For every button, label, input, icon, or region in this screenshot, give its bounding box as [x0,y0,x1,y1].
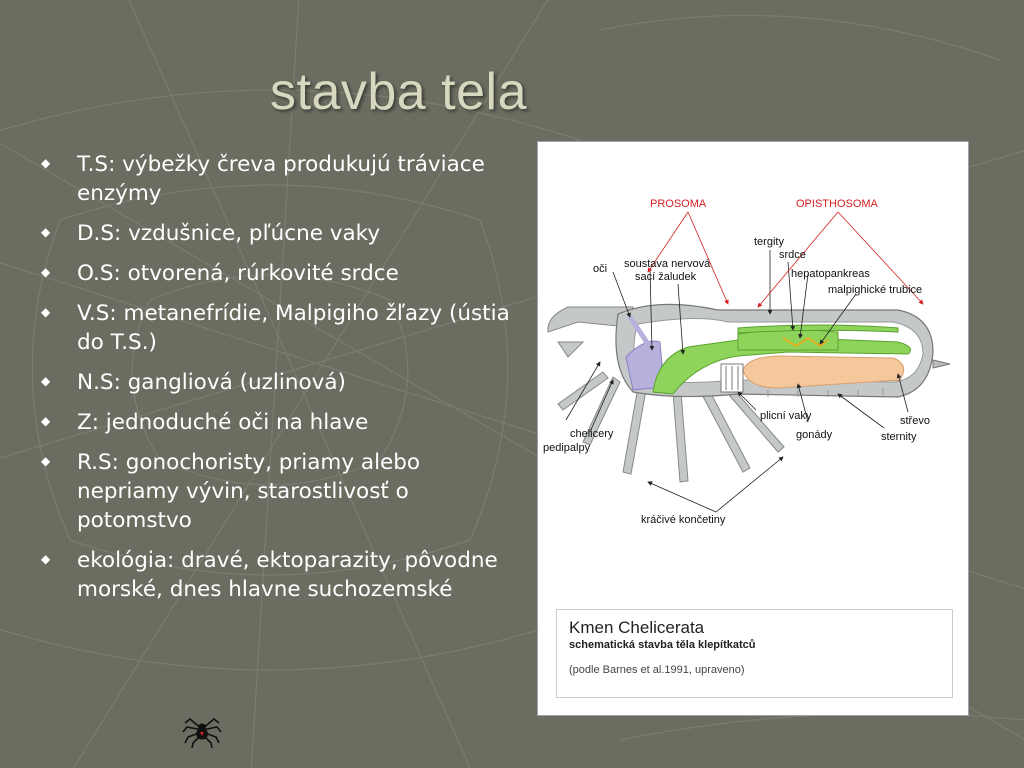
label-tergity: tergity [754,236,784,248]
slide-title: stavba tela [270,63,527,121]
bullet-text: N.S: gangliová (uzlinová) [77,370,346,395]
diamond-bullet-icon: ◆ [41,414,51,428]
spider-icon [182,713,222,749]
bullet-list [38,150,518,615]
diamond-bullet-icon: ◆ [41,305,51,319]
label-prosoma: PROSOMA [650,198,707,210]
bullet-text: V.S: metanefrídie, Malpigiho žľazy (ústia do T.S.) [77,301,510,355]
caption-source: (podle Barnes et al.1991, upraveno) [569,664,745,676]
bullet-text: D.S: vzdušnice, pľúcne vaky [77,221,381,246]
label-chelicery: chelicery [570,428,614,440]
list-item [38,368,518,397]
label-plicni-vaky: plicní vaky [760,410,812,422]
label-kracive-koncetiny: kráčivé končetiny [641,514,726,526]
bullet-text: O.S: otvorená, rúrkovité srdce [77,261,399,286]
diamond-bullet-icon: ◆ [41,552,51,566]
caption-title: Kmen Chelicerata [569,618,705,637]
list-item [38,150,518,208]
bullet-text: Z: jednoduché oči na hlave [77,410,369,435]
bullet-text: R.S: gonochoristy, priamy alebo nepriamy vývin, starostlivosť o potomstvo [77,450,421,533]
list-item [38,546,518,604]
diamond-bullet-icon: ◆ [41,454,51,468]
label-sternity: sternity [881,431,917,443]
label-hepatopankreas: hepatopankreas [791,268,870,280]
label-oci: oči [593,263,608,275]
list-item [38,299,518,357]
diamond-bullet-icon: ◆ [41,374,51,388]
list-item [38,448,518,535]
diamond-bullet-icon: ◆ [41,225,51,239]
anatomy-figure [537,141,969,716]
label-malpighicke-trubice: malpighické trubice [828,284,923,296]
label-opisthosoma: OPISTHOSOMA [796,198,878,210]
label-srdce: srdce [779,249,806,261]
diamond-bullet-icon: ◆ [41,156,51,170]
label-soustava-nervova: soustava nervová [624,258,711,270]
caption-subtitle: schematická stavba těla klepítkatců [569,639,756,651]
list-item [38,259,518,288]
figure-caption [556,609,953,698]
chelicerate-body-diagram [538,142,968,602]
bullet-text: T.S: výbežky čreva produkujú tráviace enzýmy [77,152,485,206]
label-pedipalpy: pedipalpy [543,442,591,454]
label-strevo: střevo [900,415,930,427]
bullet-text: ekológia: dravé, ektoparazity, pôvodne morské, dnes hlavne suchozemské [77,548,498,602]
label-gonady: gonády [796,429,833,441]
diamond-bullet-icon: ◆ [41,265,51,279]
list-item [38,408,518,437]
label-saci-zaludek: sací žaludek [635,271,697,283]
list-item [38,219,518,248]
